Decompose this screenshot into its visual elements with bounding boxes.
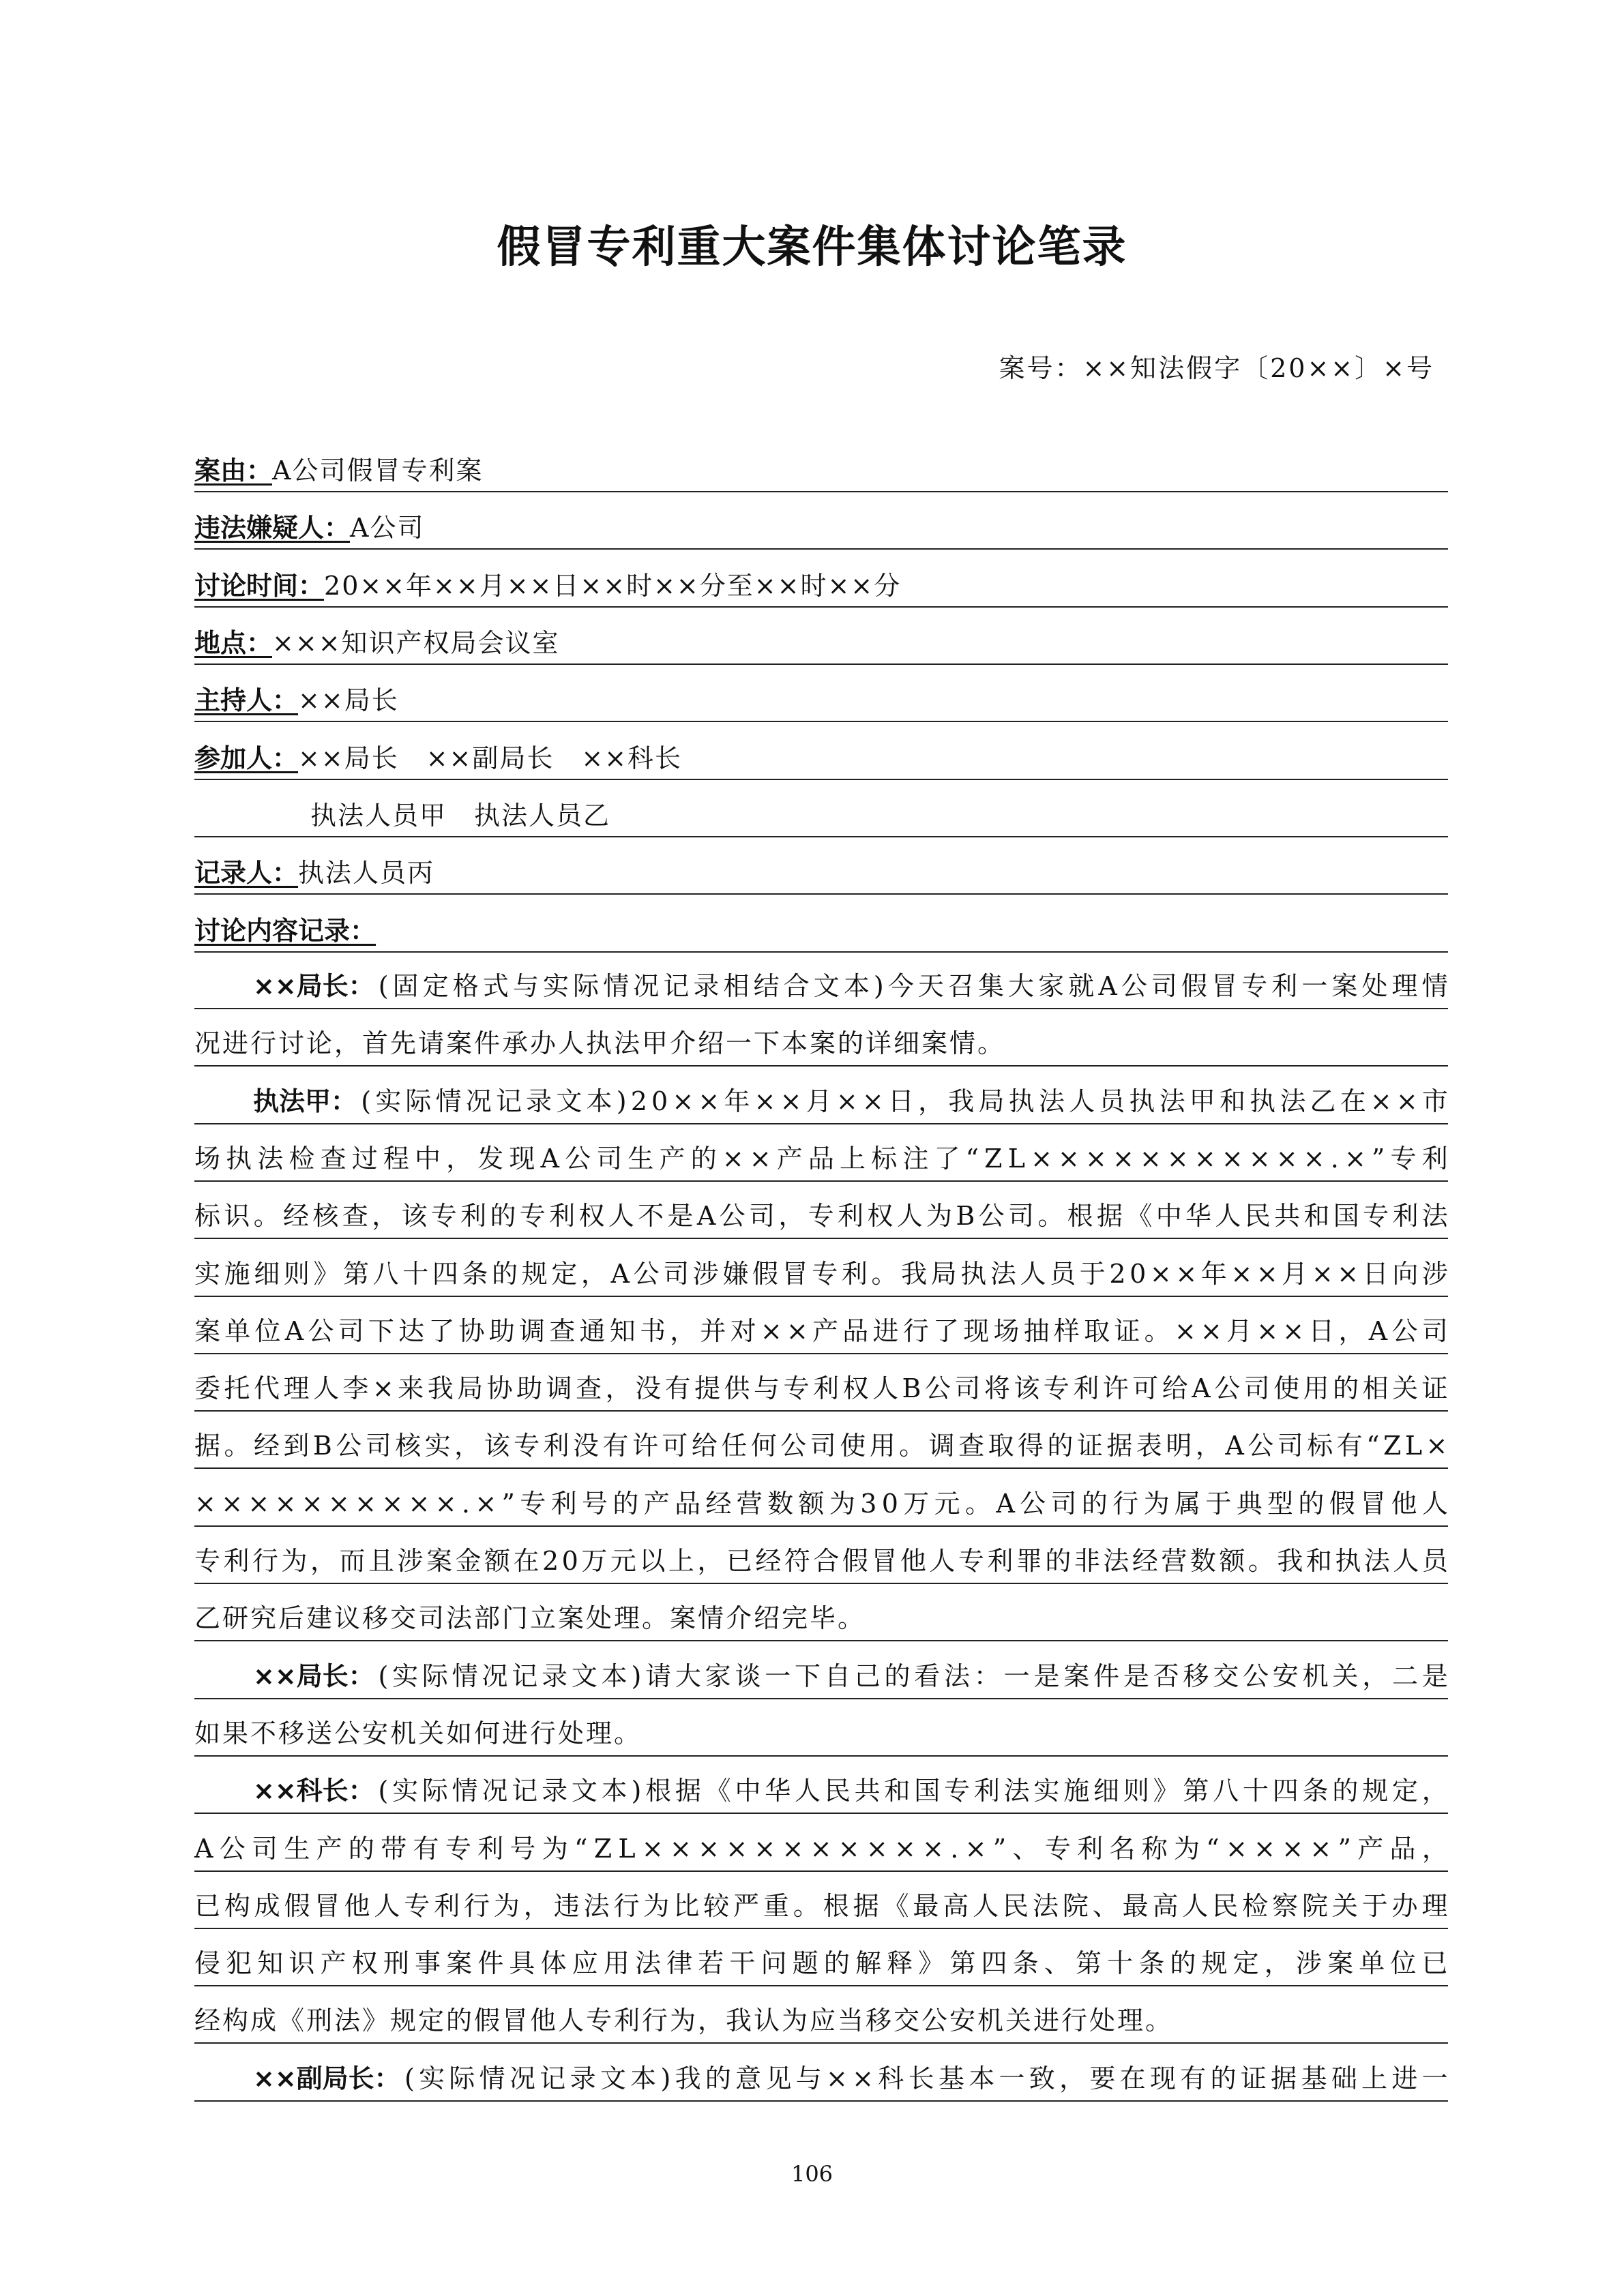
- field-label: 记录人：: [194, 858, 299, 888]
- record-line: ××副局长： ( 实 际 情 况 记 录 文 本 ) 我 的 意 见 与 × × 科 长 基 本 一 致 ， 要 在 现 有 的 证 据 基 础 上 进 一: [194, 2057, 1448, 2102]
- record-text: 况进行讨论，首先请案件承办人执法甲介绍一下本案的详细案情。: [194, 1028, 1006, 1058]
- record-line: 场 执 法 检 查 过 程 中 ， 发 现 A 公 司 生 产 的 × × 产 品 上 标 注 了 “ Z L × × × × × × × × × × × . × ” 专 利: [194, 1137, 1448, 1182]
- field-value: 执法人员丙: [298, 858, 435, 888]
- field-participants: [194, 738, 1448, 780]
- record-line: A 公 司 生 产 的 带 有 专 利 号 为 “ Z L × × × × × × × × × × × . × ” 、 专 利 名 称 为 “ × × × × ” 产 品 ，: [194, 1827, 1448, 1872]
- record-text: 乙研究后建议移交司法部门立案处理。案情介绍完毕。: [194, 1603, 866, 1633]
- record-line: 专 利 行 为 ， 而 且 涉 案 金 额 在 2 0 万 元 以 上 ， 已 经 符 合 假 冒 他 人 专 利 罪 的 非 法 经 营 数 额 。 我 和 执 法 人 员: [194, 1539, 1448, 1584]
- field-label: 讨论内容记录：: [194, 916, 377, 946]
- record-line: 标 识 。 经 核 查 ， 该 专 利 的 专 利 权 人 不 是 A 公 司 ， 专 利 权 人 为 B 公 司 。 根 据 《 中 华 人 民 共 和 国 专 利 法: [194, 1194, 1448, 1239]
- record-line: × × × × × × × × × × . × ” 专 利 号 的 产 品 经 营 数 额 为 3 0 万 元 。 A 公 司 的 行 为 属 于 典 型 的 假 冒 他 人: [194, 1482, 1448, 1527]
- field-participants-continued: [194, 795, 1448, 837]
- field-host: [194, 680, 1448, 722]
- record-line: 侵 犯 知 识 产 权 刑 事 案 件 具 体 应 用 法 律 若 干 问 题 的 解 释 》 第 四 条 、 第 十 条 的 规 定 ， 涉 案 单 位 已: [194, 1941, 1448, 1986]
- document-title: 假冒专利重大案件集体讨论笔录: [497, 222, 1127, 273]
- record-line: 执法甲： ( 实 际 情 况 记 录 文 本 ) 2 0 × × 年 × × 月 × × 日 ， 我 局 执 法 人 员 执 法 甲 和 执 法 乙 在 × × 市: [194, 1079, 1448, 1124]
- record-line: 委 托 代 理 人 李 × 来 我 局 协 助 调 查 ， 没 有 提 供 与 专 利 权 人 B 公 司 将 该 专 利 许 可 给 A 公 司 使 用 的 相 关 证: [194, 1367, 1448, 1412]
- record-line: [194, 1712, 1448, 1757]
- field-discussion-content: [194, 910, 1448, 953]
- record-line: 实 施 细 则 》 第 八 十 四 条 的 规 定 ， A 公 司 涉 嫌 假 冒 专 利 。 我 局 执 法 人 员 于 2 0 × × 年 × × 月 × × 日 向 涉: [194, 1252, 1448, 1297]
- record-line: 案 单 位 A 公 司 下 达 了 协 助 调 查 通 知 书 ， 并 对 × × 产 品 进 行 了 现 场 抽 样 取 证 。 × × 月 × × 日 ， A 公 司: [194, 1309, 1448, 1354]
- record-text: 经构成《刑法》规定的假冒他人专利行为，我认为应当移交公安机关进行处理。: [194, 2006, 1174, 2036]
- field-value: 执法人员甲 执法人员乙: [310, 801, 611, 831]
- field-label: 违法嫌疑人：: [194, 513, 351, 543]
- record-line: ××局长： ( 实 际 情 况 记 录 文 本 ) 请 大 家 谈 一 下 自 己 的 看 法 ： 一 是 案 件 是 否 移 交 公 安 机 关 ， 二 是: [194, 1654, 1448, 1699]
- record-line: 已 构 成 假 冒 他 人 专 利 行 为 ， 违 法 行 为 比 较 严 重 。 根 据 《 最 高 人 民 法 院 、 最 高 人 民 检 察 院 关 于 办 理: [194, 1884, 1448, 1929]
- field-value: A公司假冒专利案: [272, 456, 484, 486]
- field-label: 参加人：: [194, 743, 299, 773]
- field-place: [194, 623, 1448, 665]
- speaker-label: ××局长：: [253, 971, 374, 1001]
- field-value: A公司: [350, 513, 425, 543]
- speaker-label: ××副局长：: [253, 2063, 400, 2093]
- field-time: [194, 565, 1448, 608]
- field-value: ×××知识产权局会议室: [272, 628, 560, 658]
- field-value: ××局长 ××副局长 ××科长: [298, 743, 683, 773]
- field-label: 主持人：: [194, 685, 299, 715]
- field-suspect: [194, 507, 1448, 550]
- speaker-label: ××局长：: [253, 1661, 374, 1691]
- case-number: 案号：××知法假字〔20××〕×号: [999, 353, 1434, 383]
- field-value: 20××年××月××日××时××分至××时××分: [324, 571, 902, 601]
- field-recorder: [194, 852, 1448, 895]
- field-label: 讨论时间：: [194, 571, 325, 601]
- record-text: 如果不移送公安机关如何进行处理。: [194, 1718, 643, 1748]
- field-cause: [194, 450, 1448, 492]
- field-label: 地点：: [194, 628, 273, 658]
- record-line: ××科长： ( 实 际 情 况 记 录 文 本 ) 根 据 《 中 华 人 民 共 和 国 专 利 法 实 施 细 则 》 第 八 十 四 条 的 规 定 ，: [194, 1769, 1448, 1814]
- speaker-label: ××科长：: [253, 1776, 374, 1806]
- record-line: 据 。 经 到 B 公 司 核 实 ， 该 专 利 没 有 许 可 给 任 何 公 司 使 用 。 调 查 取 得 的 证 据 表 明 ， A 公 司 标 有 “ Z L ×: [194, 1424, 1448, 1469]
- field-value: ××局长: [298, 685, 399, 715]
- field-label: 案由：: [194, 456, 273, 486]
- speaker-label: 执法甲：: [253, 1086, 357, 1116]
- record-line: [194, 1596, 1448, 1641]
- record-line: [194, 1022, 1448, 1067]
- page-number: 106: [791, 2161, 833, 2187]
- record-line: [194, 1999, 1448, 2044]
- record-line: ××局长： ( 固 定 格 式 与 实 际 情 况 记 录 相 结 合 文 本 ) 今 天 召 集 大 家 就 A 公 司 假 冒 专 利 一 案 处 理 情: [194, 964, 1448, 1009]
